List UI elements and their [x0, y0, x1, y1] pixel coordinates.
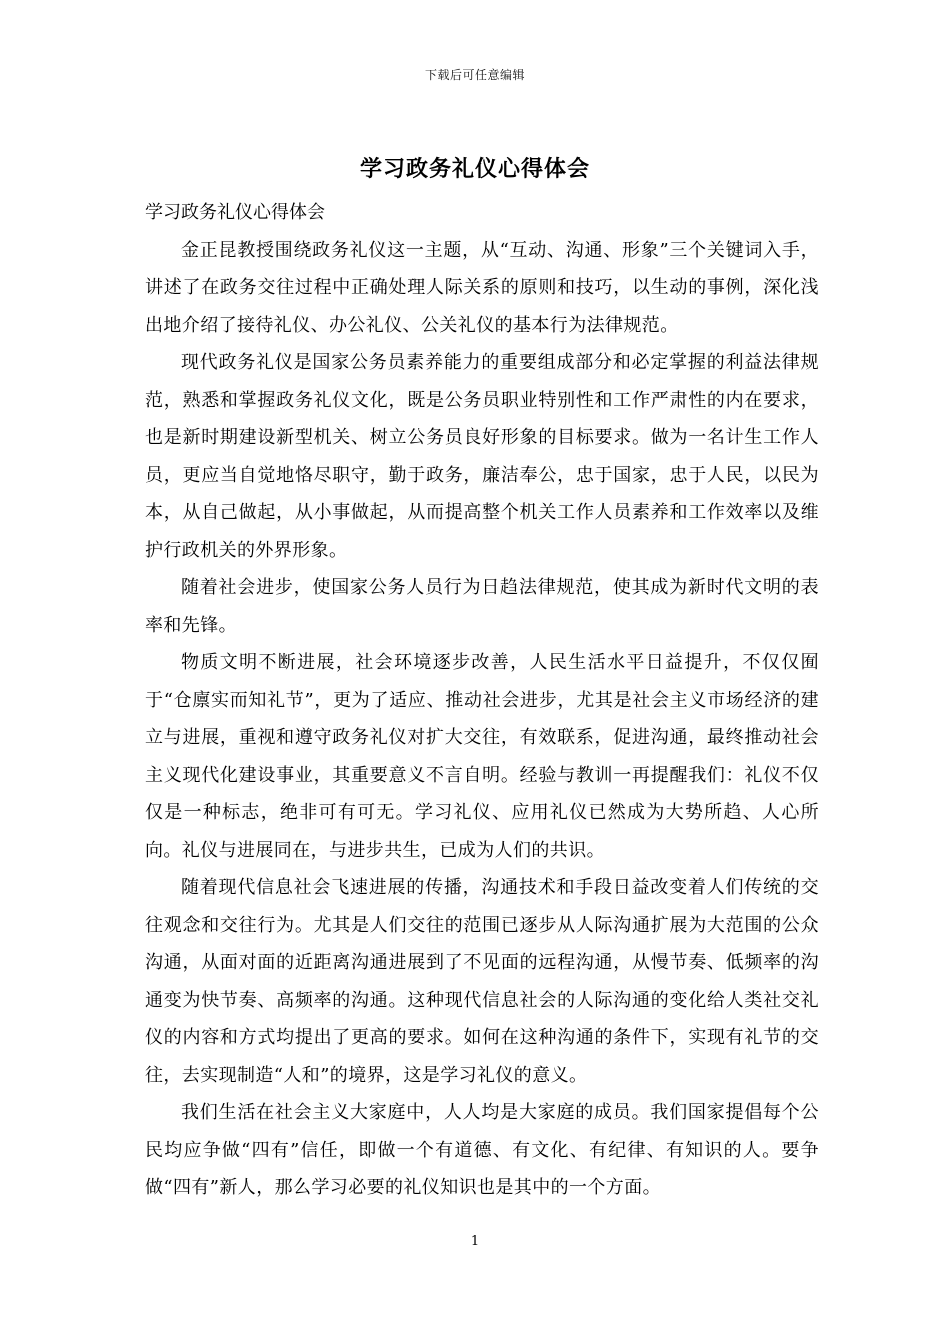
paragraph-3: 随着社会进步，使国家公务人员行为日趋法律规范，使其成为新时代文明的表率和先锋。	[145, 577, 819, 636]
paragraph-2: 现代政务礼仪是国家公务员素养能力的重要组成部分和必定掌握的利益法律规范，熟悉和掌握政务礼仪文化，既是公务员职业特别性和工作严肃性的内在要求，也是新时期建设新型机关、树立公务员良好形象的目标要求。做为一名计生工作人员，更应当自觉地恪尽职守，勤于政务，廉洁奉公，忠于国家，忠于人民，以民为本，从自己做起，从小事做起，从而提高整个机关工作人员素养和工作效率以及维护行政机关的外界形象。	[145, 352, 819, 561]
document-body	[145, 194, 819, 1207]
document-title: 学习政务礼仪心得体会	[359, 156, 590, 182]
paragraph-1: 金正昆教授围绕政务礼仪这一主题，从“互动、沟通、形象”三个关键词入手，讲述了在政务交往过程中正确处理人际关系的原则和技巧，以生动的事例，深化浅出地介绍了接待礼仪、办公礼仪、公关礼仪的基本行为法律规范。	[145, 239, 819, 336]
header-note: 下载后可任意编辑	[424, 68, 525, 82]
paragraph-4: 物质文明不断进展，社会环境逐步改善，人民生活水平日益提升，不仅仅囿于“仓廪实而知礼节”，更为了适应、推动社会进步，尤其是社会主义市场经济的建立与进展，重视和遵守政务礼仪对扩大交往，有效联系，促进沟通，最终推动社会主义现代化建设事业，其重要意义不言自明。经验与教训一再提醒我们：礼仪不仅仅是一种标志，绝非可有可无。学习礼仪、应用礼仪已然成为大势所趋、人心所向。礼仪与进展同在，与进步共生，已成为人们的共识。	[145, 652, 819, 861]
page-number: 1	[470, 1234, 480, 1249]
paragraph-6: 我们生活在社会主义大家庭中，人人均是大家庭的成员。我们国家提倡每个公民均应争做“四有”信任，即做一个有道德、有文化、有纪律、有知识的人。要争做“四有”新人，那么学习必要的礼仪知识也是其中的一个方面。	[145, 1102, 819, 1198]
paragraph-5: 随着现代信息社会飞速进展的传播，沟通技术和手段日益改变着人们传统的交往观念和交往行为。尤其是人们交往的范围已逐步从人际沟通扩展为大范围的公众沟通，从面对面的近距离沟通进展到了不见面的远程沟通，从慢节奏、低频率的沟通变为快节奏、高频率的沟通。这种现代信息社会的人际沟通的变化给人类社交礼仪的内容和方式均提出了更高的要求。如何在这种沟通的条件下，实现有礼节的交往，去实现制造“人和”的境界，这是学习礼仪的意义。	[145, 877, 819, 1086]
document-subtitle: 学习政务礼仪心得体会	[145, 202, 325, 223]
